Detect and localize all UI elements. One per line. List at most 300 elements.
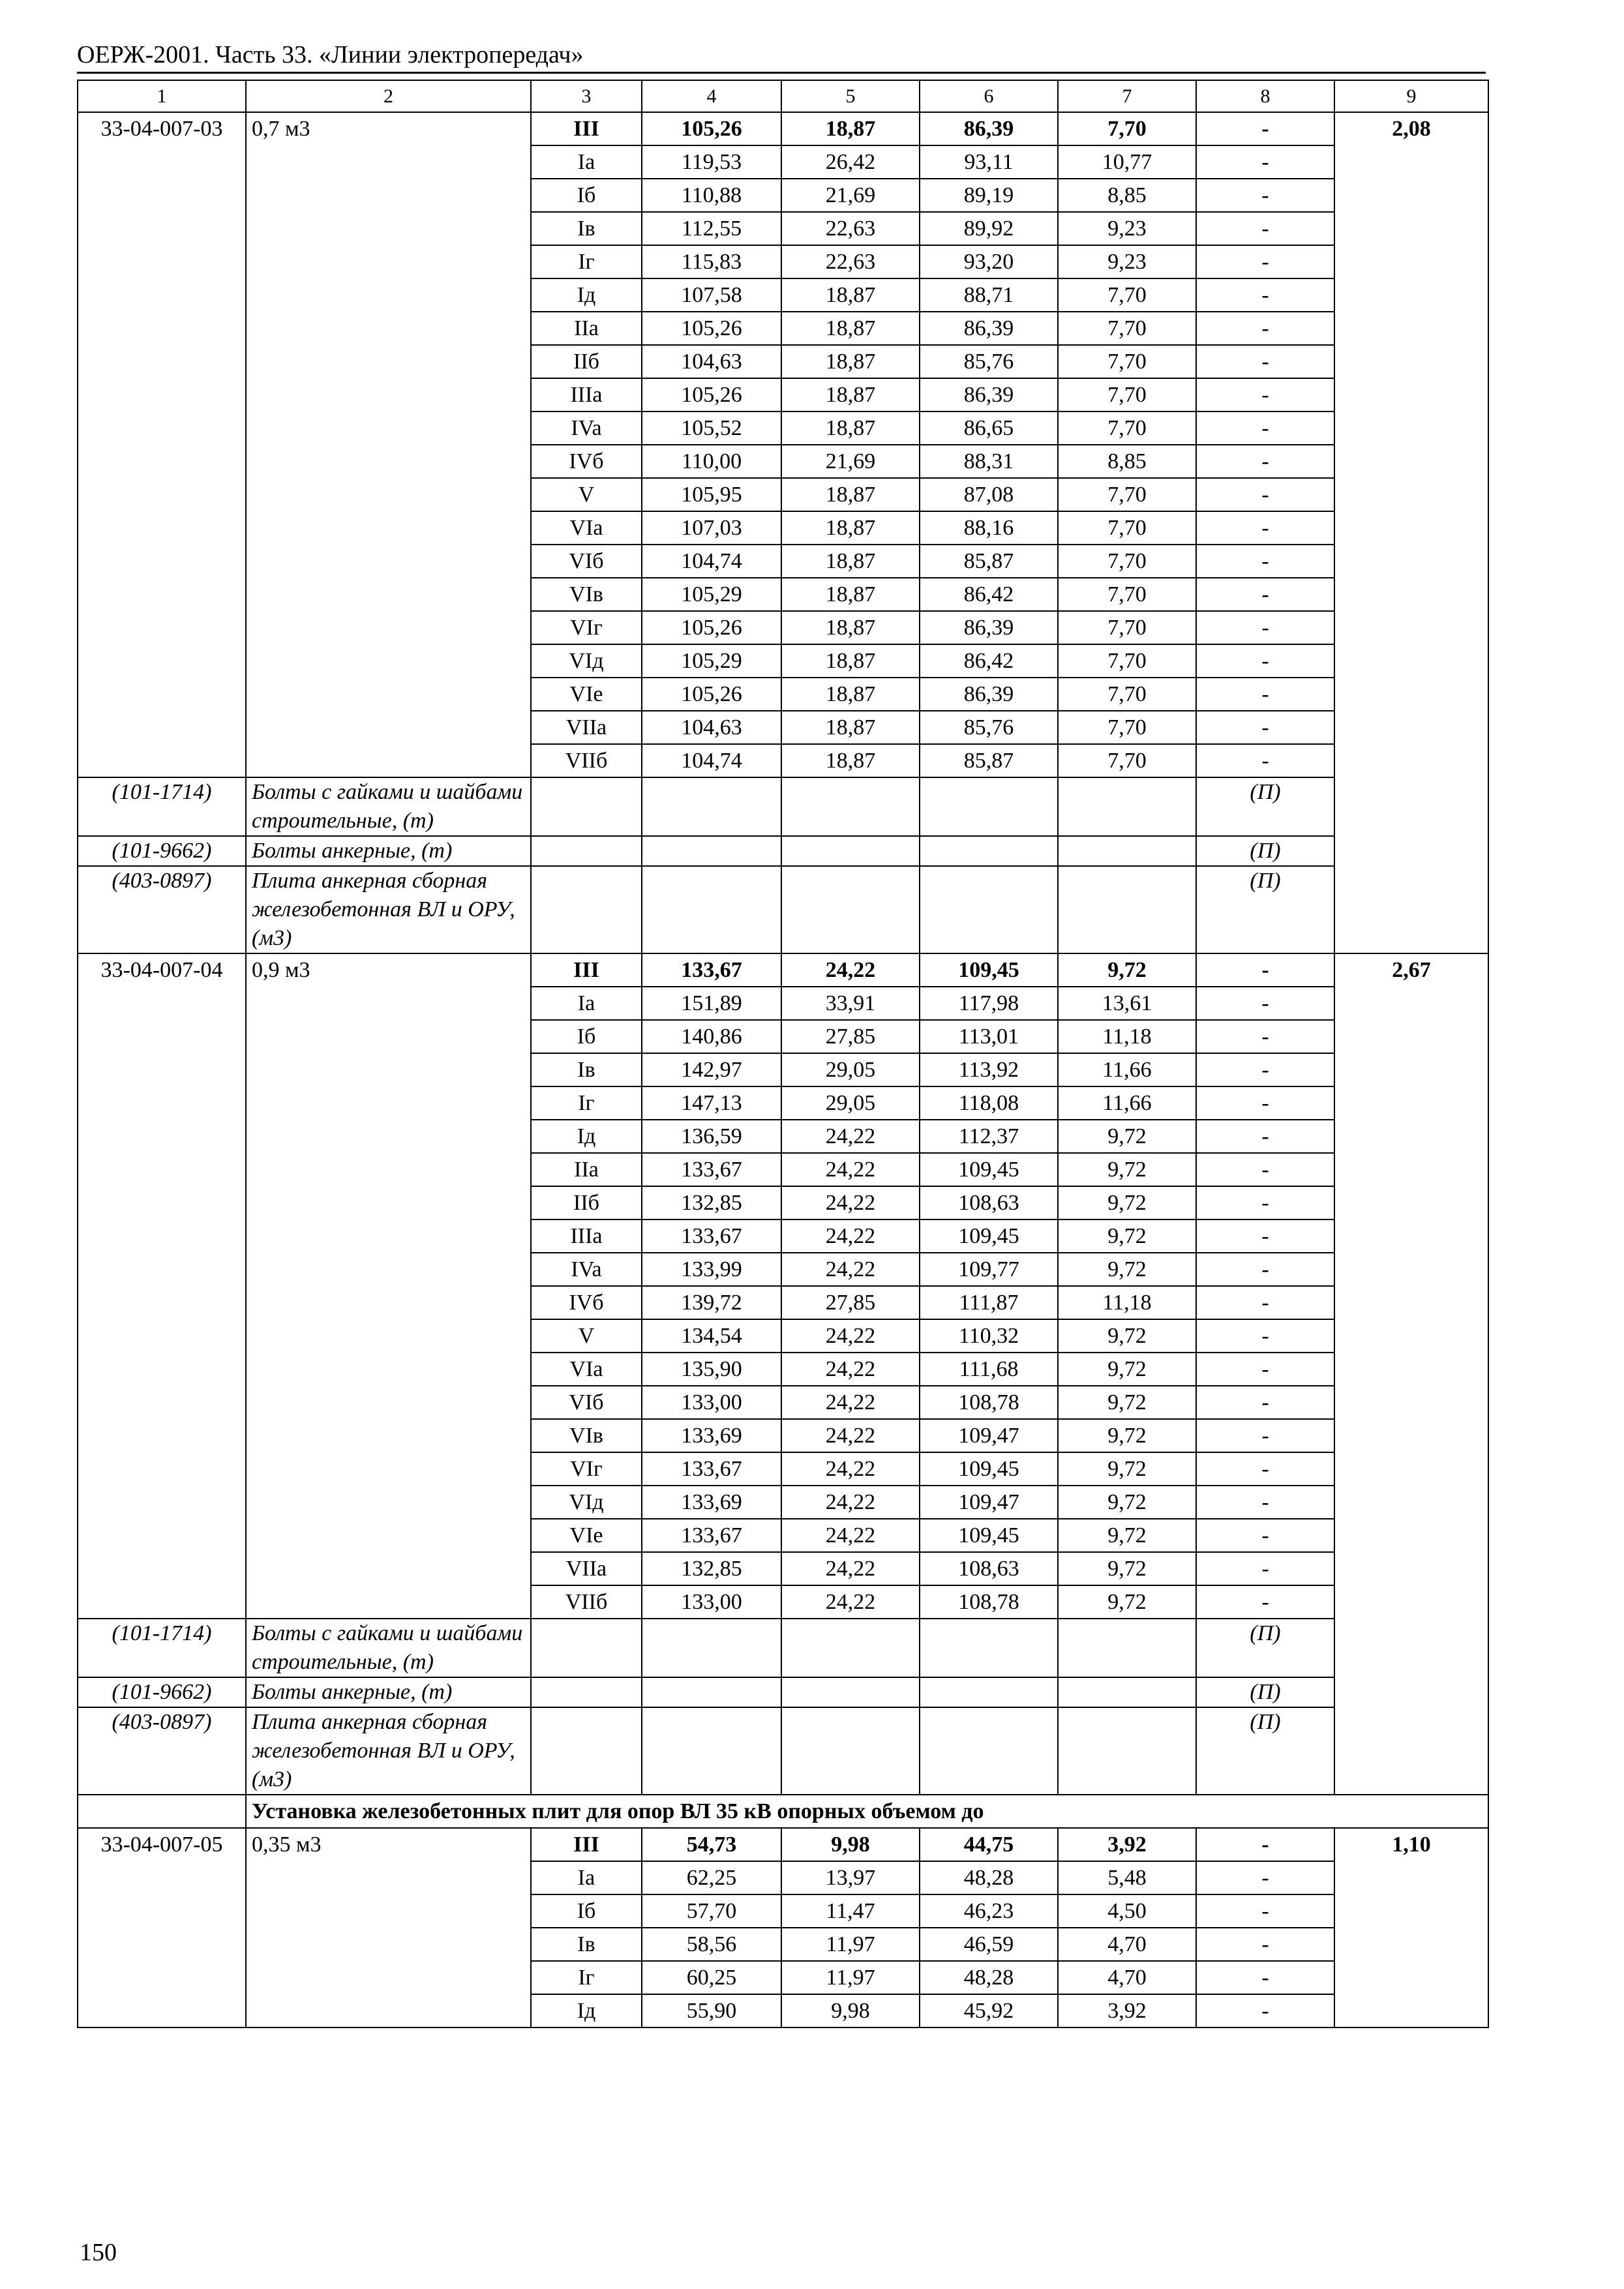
value-cell: 7,70 bbox=[1058, 678, 1196, 711]
value-cell: - bbox=[1196, 644, 1334, 678]
value-cell: 9,72 bbox=[1058, 1353, 1196, 1386]
empty-cell bbox=[781, 1677, 920, 1707]
value-cell: 24,22 bbox=[781, 1219, 920, 1253]
empty-cell bbox=[642, 777, 781, 836]
value-cell: 105,26 bbox=[642, 611, 781, 644]
zone-cell: Iд bbox=[531, 278, 642, 312]
material-code: (403-0897) bbox=[78, 1707, 246, 1795]
value-cell: 108,63 bbox=[920, 1552, 1058, 1585]
value-cell: 88,16 bbox=[920, 511, 1058, 545]
empty-cell bbox=[642, 866, 781, 953]
value-cell: 24,22 bbox=[781, 1120, 920, 1153]
value-cell: - bbox=[1196, 278, 1334, 312]
value-cell: 110,88 bbox=[642, 179, 781, 212]
value-cell: 8,85 bbox=[1058, 445, 1196, 478]
value-cell: 7,70 bbox=[1058, 578, 1196, 611]
empty-cell bbox=[642, 1677, 781, 1707]
empty-cell bbox=[531, 777, 642, 836]
value-cell: 18,87 bbox=[781, 678, 920, 711]
value-cell: 9,72 bbox=[1058, 1552, 1196, 1585]
value-cell: 109,45 bbox=[920, 953, 1058, 987]
material-name: Болты с гайками и шайбами строительные, (т) bbox=[246, 777, 531, 836]
zone-cell: IVб bbox=[531, 445, 642, 478]
name-cell: 0,9 м3 bbox=[246, 953, 531, 1619]
value-cell: - bbox=[1196, 1994, 1334, 2027]
value-cell: 109,45 bbox=[920, 1153, 1058, 1186]
value-cell: 9,72 bbox=[1058, 1519, 1196, 1552]
value-cell: 140,86 bbox=[642, 1020, 781, 1053]
value-cell: - bbox=[1196, 1928, 1334, 1961]
value-cell: 57,70 bbox=[642, 1894, 781, 1928]
value-cell: 109,47 bbox=[920, 1419, 1058, 1452]
empty-cell bbox=[531, 1619, 642, 1677]
value-cell: 27,85 bbox=[781, 1020, 920, 1053]
value-cell: 136,59 bbox=[642, 1120, 781, 1153]
name-cell: 0,7 м3 bbox=[246, 112, 531, 777]
zone-cell: VIд bbox=[531, 1486, 642, 1519]
value-cell: - bbox=[1196, 987, 1334, 1020]
value-cell: 18,87 bbox=[781, 611, 920, 644]
value-cell: 109,47 bbox=[920, 1486, 1058, 1519]
column-number: 9 bbox=[1334, 80, 1488, 112]
zone-cell: III bbox=[531, 112, 642, 145]
zone-cell: IIб bbox=[531, 1186, 642, 1219]
value-cell: 135,90 bbox=[642, 1353, 781, 1386]
value-cell: 18,87 bbox=[781, 511, 920, 545]
value-cell: 87,08 bbox=[920, 478, 1058, 511]
table-row bbox=[78, 112, 1488, 145]
zone-cell: Ia bbox=[531, 987, 642, 1020]
value-cell: 133,69 bbox=[642, 1486, 781, 1519]
value-cell: 18,87 bbox=[781, 312, 920, 345]
value-cell: 9,72 bbox=[1058, 1219, 1196, 1253]
value-cell: - bbox=[1196, 953, 1334, 987]
total-cell: 1,10 bbox=[1334, 1828, 1488, 2027]
material-code: (101-9662) bbox=[78, 836, 246, 866]
value-cell: 111,68 bbox=[920, 1353, 1058, 1386]
material-mark: (П) bbox=[1196, 866, 1334, 953]
value-cell: 54,73 bbox=[642, 1828, 781, 1861]
zone-cell: VIa bbox=[531, 1353, 642, 1386]
value-cell: 24,22 bbox=[781, 1519, 920, 1552]
value-cell: 147,13 bbox=[642, 1086, 781, 1120]
value-cell: 24,22 bbox=[781, 1419, 920, 1452]
value-cell: 21,69 bbox=[781, 179, 920, 212]
zone-cell: VIIa bbox=[531, 1552, 642, 1585]
empty-cell bbox=[531, 1677, 642, 1707]
material-row bbox=[78, 836, 1488, 866]
empty-cell bbox=[1058, 1619, 1196, 1677]
value-cell: - bbox=[1196, 1086, 1334, 1120]
empty-cell bbox=[642, 1619, 781, 1677]
value-cell: 117,98 bbox=[920, 987, 1058, 1020]
value-cell: - bbox=[1196, 312, 1334, 345]
value-cell: 7,70 bbox=[1058, 411, 1196, 445]
code-cell: 33-04-007-04 bbox=[78, 953, 246, 1619]
zone-cell: VIд bbox=[531, 644, 642, 678]
value-cell: - bbox=[1196, 345, 1334, 378]
value-cell: 86,65 bbox=[920, 411, 1058, 445]
value-cell: 62,25 bbox=[642, 1861, 781, 1894]
value-cell: 18,87 bbox=[781, 278, 920, 312]
value-cell: - bbox=[1196, 1486, 1334, 1519]
value-cell: 132,85 bbox=[642, 1186, 781, 1219]
zone-cell: Iб bbox=[531, 1894, 642, 1928]
header-rule bbox=[77, 72, 1486, 74]
zone-cell: Iв bbox=[531, 1053, 642, 1086]
value-cell: 5,48 bbox=[1058, 1861, 1196, 1894]
page-header: ОЕРЖ-2001. Часть 33. «Линии электропередач» bbox=[77, 41, 584, 68]
empty-cell bbox=[781, 866, 920, 953]
value-cell: 4,70 bbox=[1058, 1961, 1196, 1994]
value-cell: 9,72 bbox=[1058, 1186, 1196, 1219]
value-cell: 85,87 bbox=[920, 744, 1058, 777]
zone-cell: IIa bbox=[531, 312, 642, 345]
value-cell: - bbox=[1196, 545, 1334, 578]
value-cell: 11,66 bbox=[1058, 1053, 1196, 1086]
value-cell: - bbox=[1196, 678, 1334, 711]
zone-cell: Iв bbox=[531, 1928, 642, 1961]
value-cell: 8,85 bbox=[1058, 179, 1196, 212]
value-cell: 7,70 bbox=[1058, 112, 1196, 145]
value-cell: 18,87 bbox=[781, 411, 920, 445]
value-cell: 88,71 bbox=[920, 278, 1058, 312]
material-row bbox=[78, 866, 1488, 953]
value-cell: 9,72 bbox=[1058, 1253, 1196, 1286]
value-cell: 24,22 bbox=[781, 1353, 920, 1386]
value-cell: - bbox=[1196, 1386, 1334, 1419]
value-cell: 9,72 bbox=[1058, 953, 1196, 987]
column-number: 1 bbox=[78, 80, 246, 112]
value-cell: - bbox=[1196, 1353, 1334, 1386]
empty-cell bbox=[781, 777, 920, 836]
section-row bbox=[78, 1795, 1488, 1828]
zone-cell: VIIб bbox=[531, 744, 642, 777]
value-cell: 105,29 bbox=[642, 644, 781, 678]
value-cell: 24,22 bbox=[781, 1552, 920, 1585]
value-cell: 110,00 bbox=[642, 445, 781, 478]
value-cell: 29,05 bbox=[781, 1086, 920, 1120]
value-cell: - bbox=[1196, 1286, 1334, 1319]
value-cell: 134,54 bbox=[642, 1319, 781, 1353]
value-cell: 109,45 bbox=[920, 1519, 1058, 1552]
value-cell: 133,67 bbox=[642, 1219, 781, 1253]
value-cell: 10,77 bbox=[1058, 145, 1196, 179]
value-cell: 24,22 bbox=[781, 1486, 920, 1519]
value-cell: 11,47 bbox=[781, 1894, 920, 1928]
price-table bbox=[77, 80, 1489, 2028]
value-cell: - bbox=[1196, 1153, 1334, 1186]
value-cell: 24,22 bbox=[781, 953, 920, 987]
value-cell: - bbox=[1196, 1120, 1334, 1153]
value-cell: 132,85 bbox=[642, 1552, 781, 1585]
empty-cell bbox=[642, 836, 781, 866]
value-cell: - bbox=[1196, 411, 1334, 445]
value-cell: 24,22 bbox=[781, 1153, 920, 1186]
table-row bbox=[78, 1828, 1488, 1861]
empty-cell bbox=[920, 836, 1058, 866]
value-cell: 55,90 bbox=[642, 1994, 781, 2027]
column-number: 8 bbox=[1196, 80, 1334, 112]
value-cell: 151,89 bbox=[642, 987, 781, 1020]
value-cell: - bbox=[1196, 744, 1334, 777]
value-cell: - bbox=[1196, 145, 1334, 179]
value-cell: 133,67 bbox=[642, 1153, 781, 1186]
zone-cell: V bbox=[531, 1319, 642, 1353]
value-cell: 119,53 bbox=[642, 145, 781, 179]
value-cell: 89,92 bbox=[920, 212, 1058, 245]
value-cell: 110,32 bbox=[920, 1319, 1058, 1353]
material-code: (101-9662) bbox=[78, 1677, 246, 1707]
value-cell: 86,39 bbox=[920, 112, 1058, 145]
value-cell: 22,63 bbox=[781, 245, 920, 278]
zone-cell: Iб bbox=[531, 179, 642, 212]
value-cell: 13,97 bbox=[781, 1861, 920, 1894]
zone-cell: Iд bbox=[531, 1994, 642, 2027]
value-cell: 11,18 bbox=[1058, 1020, 1196, 1053]
value-cell: 88,31 bbox=[920, 445, 1058, 478]
value-cell: 4,50 bbox=[1058, 1894, 1196, 1928]
value-cell: 24,22 bbox=[781, 1585, 920, 1619]
empty-cell bbox=[1058, 866, 1196, 953]
value-cell: 105,26 bbox=[642, 378, 781, 411]
value-cell: 24,22 bbox=[781, 1386, 920, 1419]
column-number: 3 bbox=[531, 80, 642, 112]
value-cell: 18,87 bbox=[781, 545, 920, 578]
value-cell: 9,72 bbox=[1058, 1452, 1196, 1486]
value-cell: - bbox=[1196, 1319, 1334, 1353]
empty-cell bbox=[920, 866, 1058, 953]
empty-cell bbox=[642, 1707, 781, 1795]
value-cell: 85,76 bbox=[920, 711, 1058, 744]
material-mark: (П) bbox=[1196, 1619, 1334, 1677]
value-cell: - bbox=[1196, 1894, 1334, 1928]
zone-cell: V bbox=[531, 478, 642, 511]
value-cell: 104,74 bbox=[642, 744, 781, 777]
zone-cell: Iб bbox=[531, 1020, 642, 1053]
value-cell: 133,67 bbox=[642, 1519, 781, 1552]
value-cell: 18,87 bbox=[781, 378, 920, 411]
value-cell: - bbox=[1196, 1552, 1334, 1585]
value-cell: - bbox=[1196, 1861, 1334, 1894]
value-cell: 58,56 bbox=[642, 1928, 781, 1961]
value-cell: 7,70 bbox=[1058, 744, 1196, 777]
value-cell: - bbox=[1196, 1186, 1334, 1219]
material-row bbox=[78, 1619, 1488, 1677]
value-cell: 139,72 bbox=[642, 1286, 781, 1319]
value-cell: 118,08 bbox=[920, 1086, 1058, 1120]
value-cell: 109,45 bbox=[920, 1452, 1058, 1486]
column-number: 4 bbox=[642, 80, 781, 112]
zone-cell: Iг bbox=[531, 245, 642, 278]
material-code: (403-0897) bbox=[78, 866, 246, 953]
code-cell: 33-04-007-05 bbox=[78, 1828, 246, 2027]
value-cell: - bbox=[1196, 1253, 1334, 1286]
value-cell: 109,45 bbox=[920, 1219, 1058, 1253]
page-number: 150 bbox=[80, 2239, 117, 2266]
column-number: 6 bbox=[920, 80, 1058, 112]
value-cell: 24,22 bbox=[781, 1452, 920, 1486]
zone-cell: VIe bbox=[531, 1519, 642, 1552]
value-cell: 11,18 bbox=[1058, 1286, 1196, 1319]
value-cell: 7,70 bbox=[1058, 511, 1196, 545]
empty-cell bbox=[920, 1707, 1058, 1795]
name-cell: 0,35 м3 bbox=[246, 1828, 531, 2027]
value-cell: 60,25 bbox=[642, 1961, 781, 1994]
value-cell: 9,72 bbox=[1058, 1486, 1196, 1519]
zone-cell: Ia bbox=[531, 1861, 642, 1894]
value-cell: 45,92 bbox=[920, 1994, 1058, 2027]
empty-cell bbox=[531, 836, 642, 866]
value-cell: 113,01 bbox=[920, 1020, 1058, 1053]
empty-cell bbox=[1058, 836, 1196, 866]
value-cell: 104,63 bbox=[642, 711, 781, 744]
value-cell: - bbox=[1196, 711, 1334, 744]
value-cell: 24,22 bbox=[781, 1186, 920, 1219]
total-cell: 2,67 bbox=[1334, 953, 1488, 1795]
value-cell: 21,69 bbox=[781, 445, 920, 478]
value-cell: 3,92 bbox=[1058, 1994, 1196, 2027]
value-cell: 33,91 bbox=[781, 987, 920, 1020]
value-cell: 142,97 bbox=[642, 1053, 781, 1086]
value-cell: 11,97 bbox=[781, 1961, 920, 1994]
value-cell: 133,00 bbox=[642, 1386, 781, 1419]
value-cell: 86,39 bbox=[920, 678, 1058, 711]
value-cell: 86,42 bbox=[920, 578, 1058, 611]
value-cell: 105,95 bbox=[642, 478, 781, 511]
value-cell: 105,26 bbox=[642, 678, 781, 711]
value-cell: 86,42 bbox=[920, 644, 1058, 678]
value-cell: 105,26 bbox=[642, 312, 781, 345]
value-cell: - bbox=[1196, 112, 1334, 145]
value-cell: 11,97 bbox=[781, 1928, 920, 1961]
value-cell: 11,66 bbox=[1058, 1086, 1196, 1120]
column-number-row bbox=[78, 80, 1488, 112]
value-cell: 18,87 bbox=[781, 644, 920, 678]
value-cell: - bbox=[1196, 212, 1334, 245]
zone-cell: VIa bbox=[531, 511, 642, 545]
zone-cell: IIIa bbox=[531, 1219, 642, 1253]
value-cell: 48,28 bbox=[920, 1961, 1058, 1994]
value-cell: 9,98 bbox=[781, 1828, 920, 1861]
value-cell: 18,87 bbox=[781, 578, 920, 611]
zone-cell: III bbox=[531, 1828, 642, 1861]
value-cell: 109,77 bbox=[920, 1253, 1058, 1286]
value-cell: - bbox=[1196, 611, 1334, 644]
value-cell: 7,70 bbox=[1058, 345, 1196, 378]
value-cell: 86,39 bbox=[920, 378, 1058, 411]
value-cell: 86,39 bbox=[920, 611, 1058, 644]
empty-cell bbox=[1058, 1707, 1196, 1795]
value-cell: - bbox=[1196, 1020, 1334, 1053]
value-cell: 133,67 bbox=[642, 953, 781, 987]
material-code: (101-1714) bbox=[78, 777, 246, 836]
empty-cell bbox=[531, 866, 642, 953]
material-mark: (П) bbox=[1196, 836, 1334, 866]
value-cell: 108,78 bbox=[920, 1386, 1058, 1419]
zone-cell: IVa bbox=[531, 1253, 642, 1286]
code-cell: 33-04-007-03 bbox=[78, 112, 246, 777]
material-row bbox=[78, 1707, 1488, 1795]
zone-cell: Iг bbox=[531, 1086, 642, 1120]
zone-cell: Iд bbox=[531, 1120, 642, 1153]
zone-cell: IVa bbox=[531, 411, 642, 445]
value-cell: 46,23 bbox=[920, 1894, 1058, 1928]
zone-cell: IIIa bbox=[531, 378, 642, 411]
value-cell: 24,22 bbox=[781, 1319, 920, 1353]
value-cell: 3,92 bbox=[1058, 1828, 1196, 1861]
zone-cell: VIIa bbox=[531, 711, 642, 744]
value-cell: - bbox=[1196, 1828, 1334, 1861]
value-cell: 105,52 bbox=[642, 411, 781, 445]
column-number: 7 bbox=[1058, 80, 1196, 112]
value-cell: - bbox=[1196, 1519, 1334, 1552]
zone-cell: VIб bbox=[531, 545, 642, 578]
value-cell: 7,70 bbox=[1058, 644, 1196, 678]
value-cell: 85,76 bbox=[920, 345, 1058, 378]
empty-cell bbox=[781, 836, 920, 866]
value-cell: 108,63 bbox=[920, 1186, 1058, 1219]
material-name: Болты анкерные, (т) bbox=[246, 836, 531, 866]
value-cell: 133,00 bbox=[642, 1585, 781, 1619]
value-cell: 93,11 bbox=[920, 145, 1058, 179]
value-cell: 93,20 bbox=[920, 245, 1058, 278]
value-cell: 18,87 bbox=[781, 112, 920, 145]
material-mark: (П) bbox=[1196, 777, 1334, 836]
material-name: Плита анкерная сборная железобетонная ВЛ и ОРУ, (м3) bbox=[246, 866, 531, 953]
empty-cell bbox=[920, 777, 1058, 836]
material-row bbox=[78, 1677, 1488, 1707]
zone-cell: VIв bbox=[531, 578, 642, 611]
value-cell: - bbox=[1196, 478, 1334, 511]
value-cell: 9,72 bbox=[1058, 1386, 1196, 1419]
value-cell: 105,29 bbox=[642, 578, 781, 611]
value-cell: - bbox=[1196, 1219, 1334, 1253]
value-cell: 26,42 bbox=[781, 145, 920, 179]
value-cell: 112,37 bbox=[920, 1120, 1058, 1153]
material-code: (101-1714) bbox=[78, 1619, 246, 1677]
value-cell: - bbox=[1196, 511, 1334, 545]
zone-cell: IIa bbox=[531, 1153, 642, 1186]
total-cell: 2,08 bbox=[1334, 112, 1488, 953]
table-row bbox=[78, 953, 1488, 987]
value-cell: - bbox=[1196, 1961, 1334, 1994]
material-name: Болты анкерные, (т) bbox=[246, 1677, 531, 1707]
value-cell: 85,87 bbox=[920, 545, 1058, 578]
zone-cell: VIб bbox=[531, 1386, 642, 1419]
empty-cell bbox=[1058, 777, 1196, 836]
value-cell: 107,03 bbox=[642, 511, 781, 545]
value-cell: 27,85 bbox=[781, 1286, 920, 1319]
empty-cell bbox=[781, 1619, 920, 1677]
material-name: Плита анкерная сборная железобетонная ВЛ и ОРУ, (м3) bbox=[246, 1707, 531, 1795]
zone-cell: VIг bbox=[531, 1452, 642, 1486]
column-number: 5 bbox=[781, 80, 920, 112]
value-cell: 133,99 bbox=[642, 1253, 781, 1286]
value-cell: 89,19 bbox=[920, 179, 1058, 212]
value-cell: 18,87 bbox=[781, 711, 920, 744]
value-cell: - bbox=[1196, 1452, 1334, 1486]
zone-cell: Iг bbox=[531, 1961, 642, 1994]
zone-cell: Iв bbox=[531, 212, 642, 245]
value-cell: 18,87 bbox=[781, 478, 920, 511]
material-name: Болты с гайками и шайбами строительные, (т) bbox=[246, 1619, 531, 1677]
value-cell: 9,72 bbox=[1058, 1120, 1196, 1153]
value-cell: 7,70 bbox=[1058, 312, 1196, 345]
value-cell: 7,70 bbox=[1058, 711, 1196, 744]
material-mark: (П) bbox=[1196, 1677, 1334, 1707]
value-cell: 44,75 bbox=[920, 1828, 1058, 1861]
